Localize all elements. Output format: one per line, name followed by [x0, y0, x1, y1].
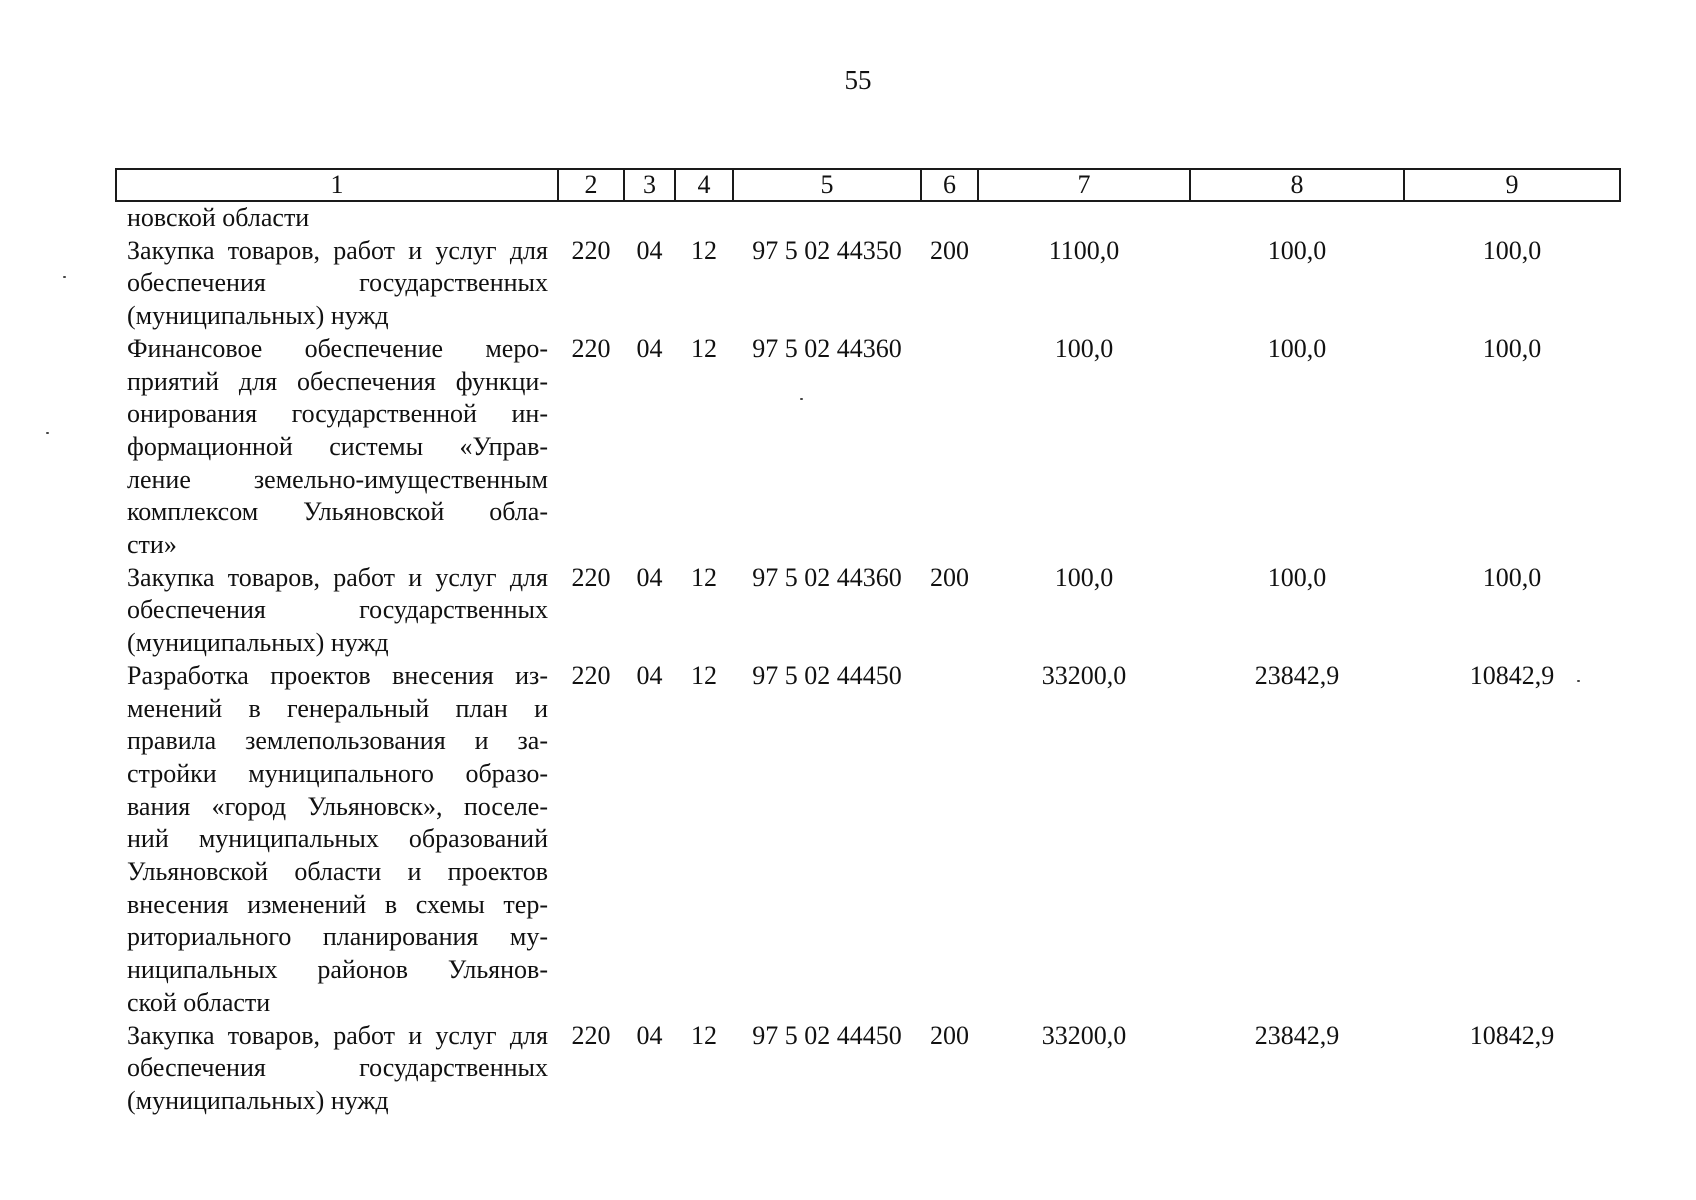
description-line: Закупка товаров, работ и услуг для [127, 235, 548, 265]
cell-subsection [675, 201, 733, 235]
row-description [116, 1020, 558, 1118]
description-line: ниципальных районов Ульянов- [127, 955, 548, 985]
description-line: (муниципальных) нужд [127, 628, 389, 658]
cell-ministry-code: 220 [571, 660, 611, 690]
description-line: менений в генеральный план и [127, 693, 548, 723]
cell-ministry-code: 220 [571, 1020, 611, 1050]
description-line: Разработка проектов внесения из- [127, 660, 548, 690]
cell-amount-col8: 100,0 [1267, 333, 1327, 363]
scan-speck [800, 398, 803, 400]
cell-expense-type: 200 [930, 1020, 969, 1050]
cell-subsection: 12 [691, 333, 717, 363]
cell-amount-col8: 100,0 [1267, 235, 1327, 265]
description-line: ний муниципальных образований [127, 824, 548, 854]
cell-amount-col9: 100,0 [1482, 562, 1542, 592]
cell-amount-col7: 33200,0 [1041, 660, 1127, 690]
row-description [116, 562, 558, 660]
cell-section: 04 [636, 562, 663, 592]
cell-subsection: 12 [691, 1020, 717, 1050]
cell-amount-col8 [1190, 201, 1404, 235]
description-line: новской области [127, 203, 310, 232]
column-header: 6 [921, 169, 978, 201]
cell-expense-type [921, 660, 978, 1020]
cell-expense-type [921, 201, 978, 235]
cell-amount-col9: 10842,9 [1469, 660, 1555, 690]
cell-subsection: 12 [691, 562, 717, 592]
description-line: правила землепользования и за- [127, 726, 548, 756]
table-row [116, 201, 1620, 235]
cell-section: 04 [636, 333, 663, 363]
column-header: 1 [116, 169, 558, 201]
cell-target-article: 97 5 02 44360 [752, 333, 902, 363]
cell-amount-col7: 100,0 [1054, 333, 1114, 363]
cell-subsection: 12 [691, 660, 717, 690]
table-header-row [116, 169, 1620, 201]
cell-amount-col7: 100,0 [1054, 562, 1114, 592]
row-description [116, 235, 558, 333]
column-header: 8 [1190, 169, 1404, 201]
cell-target-article: 97 5 02 44360 [752, 562, 902, 592]
row-description [116, 660, 558, 1020]
cell-section: 04 [636, 235, 663, 265]
table-row [116, 660, 1620, 1020]
scan-speck [46, 432, 49, 434]
column-header: 3 [624, 169, 675, 201]
column-header: 2 [558, 169, 624, 201]
cell-amount-col9 [1404, 201, 1620, 235]
description-line: обеспечения государственных [127, 1053, 548, 1083]
cell-ministry-code: 220 [571, 235, 611, 265]
description-line: Закупка товаров, работ и услуг для [127, 562, 548, 592]
cell-ministry-code: 220 [571, 562, 611, 592]
column-header: 5 [733, 169, 921, 201]
cell-target-article: 97 5 02 44450 [752, 1020, 902, 1050]
cell-amount-col7 [978, 201, 1190, 235]
description-line: формационной системы «Управ- [127, 431, 548, 461]
description-line: (муниципальных) нужд [127, 1085, 389, 1115]
cell-amount-col7: 33200,0 [1041, 1020, 1127, 1050]
column-header: 9 [1404, 169, 1620, 201]
table-row [116, 1020, 1620, 1118]
table-row [116, 235, 1620, 333]
cell-amount-col9: 10842,9 [1469, 1020, 1555, 1050]
description-line: вания «город Ульяновск», поселе- [127, 791, 548, 821]
cell-section [624, 201, 675, 235]
cell-amount-col8: 23842,9 [1254, 660, 1340, 690]
cell-amount-col8: 100,0 [1267, 562, 1327, 592]
description-line: (муниципальных) нужд [127, 301, 389, 331]
budget-table [115, 168, 1621, 1118]
description-line: приятий для обеспечения функци- [127, 366, 548, 396]
cell-target-article [733, 201, 921, 235]
cell-amount-col7: 1100,0 [1048, 235, 1120, 265]
cell-expense-type: 200 [930, 235, 969, 265]
cell-section: 04 [636, 1020, 663, 1050]
table-row [116, 562, 1620, 660]
description-line: сти» [127, 530, 177, 560]
column-header: 4 [675, 169, 733, 201]
cell-subsection: 12 [691, 235, 717, 265]
description-line: Ульяновской области и проектов [127, 857, 548, 887]
cell-ministry-code [558, 201, 624, 235]
description-line: внесения изменений в схемы тер- [127, 889, 548, 919]
scan-speck [63, 276, 66, 278]
cell-target-article: 97 5 02 44350 [752, 235, 902, 265]
description-line: комплексом Ульяновской обла- [127, 497, 548, 527]
page-number: 55 [844, 65, 872, 95]
description-line: ской области [127, 987, 271, 1017]
description-line: Закупка товаров, работ и услуг для [127, 1020, 548, 1050]
description-line: обеспечения государственных [127, 268, 548, 298]
column-header: 7 [978, 169, 1190, 201]
cell-target-article: 97 5 02 44450 [752, 660, 902, 690]
description-line: риториального планирования му- [127, 922, 548, 952]
cell-expense-type: 200 [930, 562, 969, 592]
description-line: стройки муниципального образо- [127, 758, 548, 788]
cell-section: 04 [636, 660, 663, 690]
cell-amount-col9: 100,0 [1482, 333, 1542, 363]
description-line: обеспечения государственных [127, 595, 548, 625]
table-row [116, 333, 1620, 562]
scan-speck [1577, 680, 1580, 682]
row-description [116, 201, 558, 235]
cell-amount-col8: 23842,9 [1254, 1020, 1340, 1050]
cell-expense-type [921, 333, 978, 562]
description-line: Финансовое обеспечение меро- [127, 333, 548, 363]
cell-amount-col9: 100,0 [1482, 235, 1542, 265]
description-line: онирования государственной ин- [127, 399, 548, 429]
description-line: ление земельно-имущественным [127, 464, 548, 494]
cell-ministry-code: 220 [571, 333, 611, 363]
table-body [116, 201, 1620, 1118]
row-description [116, 333, 558, 562]
